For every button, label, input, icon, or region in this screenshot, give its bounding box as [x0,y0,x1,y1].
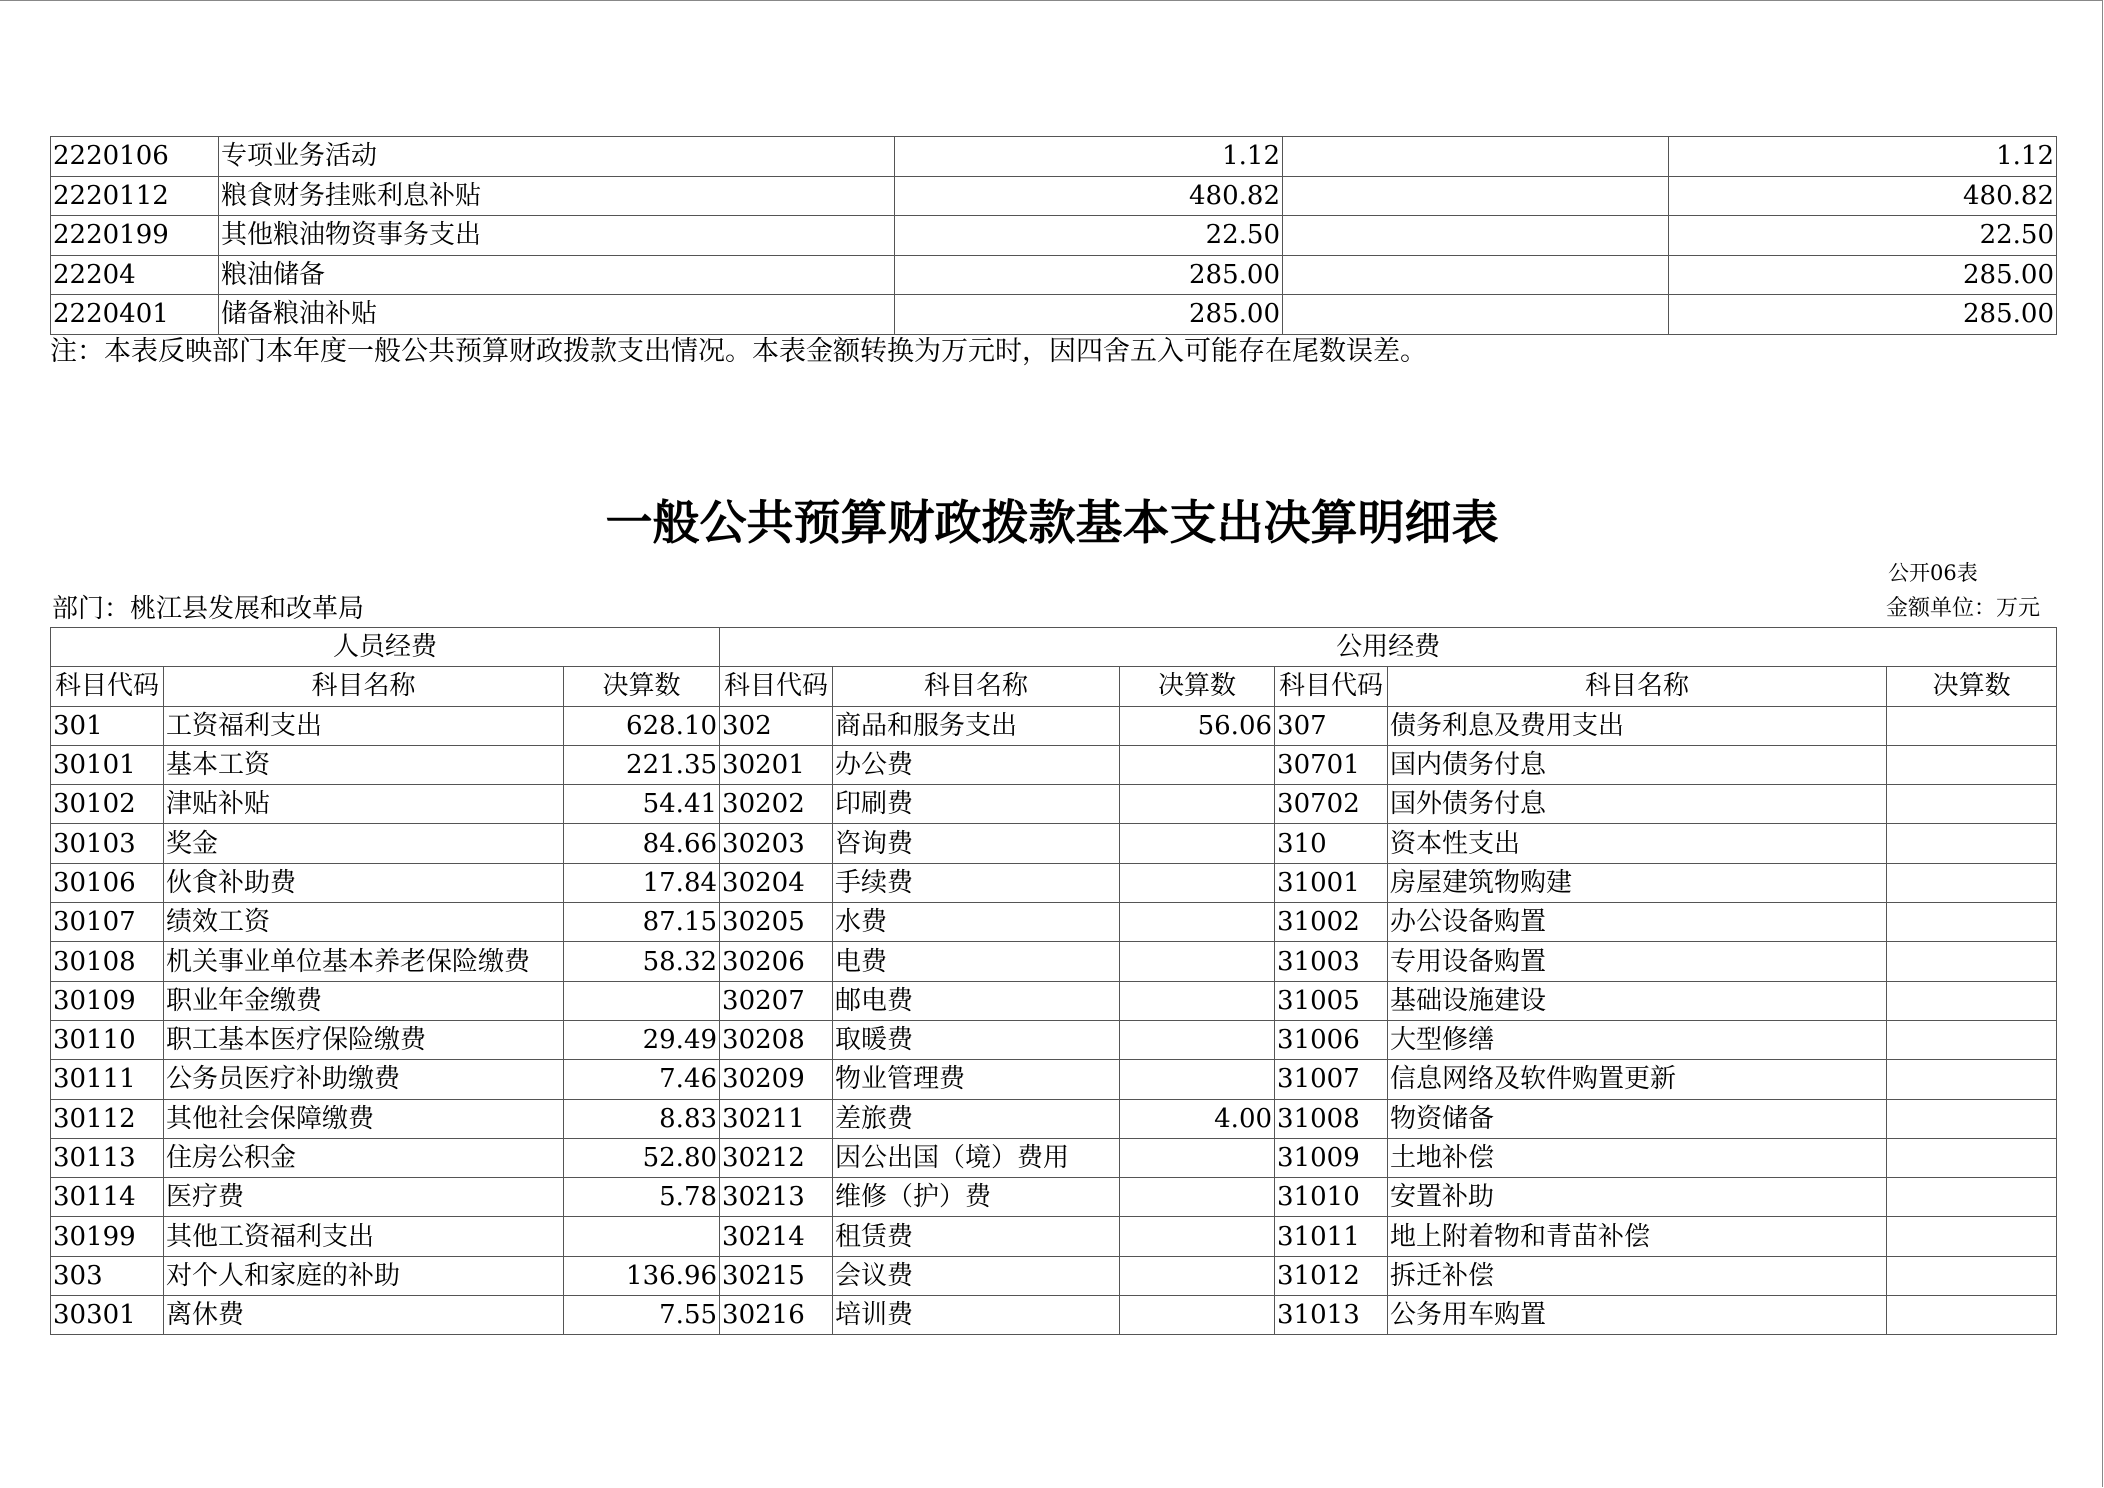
capital-name-cell: 公务用车购置 [1388,1296,1887,1335]
capital-amount-cell [1887,1217,2057,1256]
col-name-header: 科目名称 [833,667,1120,706]
table-row [51,1020,2057,1059]
capital-name-cell: 地上附着物和青苗补偿 [1388,1217,1887,1256]
personnel-amount-cell: 7.55 [564,1296,720,1335]
personnel-code-cell: 301 [51,706,164,745]
public-amount-cell [1120,785,1275,824]
personnel-code-cell: 30101 [51,745,164,784]
public-name-cell: 维修（护）费 [833,1178,1120,1217]
personnel-name-cell: 其他社会保障缴费 [164,1099,564,1138]
public-amount-cell: 4.00 [1120,1099,1275,1138]
public-amount-cell [1120,1256,1275,1295]
personnel-name-cell: 其他工资福利支出 [164,1217,564,1256]
amount-cell: 285.00 [895,295,1283,335]
public-name-cell: 邮电费 [833,981,1120,1020]
amount-cell: 285.00 [895,255,1283,295]
table-note: 注：本表反映部门本年度一般公共预算财政拨款支出情况。本表金额转换为万元时，因四舍五入可能存在尾数误差。 [50,336,1427,367]
personnel-code-cell: 30114 [51,1178,164,1217]
capital-amount-cell [1887,863,2057,902]
table-row [51,981,2057,1020]
table-row [51,706,2057,745]
public-code-cell: 30211 [720,1099,833,1138]
group-personnel-header: 人员经费 [51,628,720,667]
personnel-name-cell: 工资福利支出 [164,706,564,745]
personnel-code-cell: 303 [51,1256,164,1295]
table-row [51,942,2057,981]
amount-cell: 480.82 [895,176,1283,216]
table-row [51,176,2057,216]
capital-amount-cell [1887,1296,2057,1335]
group-header-row [51,628,2057,667]
subject-code-cell: 2220199 [51,216,219,256]
capital-code-cell: 31008 [1275,1099,1388,1138]
public-amount-cell [1120,981,1275,1020]
amount-cell [1283,216,1669,256]
capital-code-cell: 31001 [1275,863,1388,902]
personnel-name-cell: 医疗费 [164,1178,564,1217]
capital-name-cell: 基础设施建设 [1388,981,1887,1020]
amount-cell: 22.50 [895,216,1283,256]
capital-code-cell: 31003 [1275,942,1388,981]
col-name-header: 科目名称 [164,667,564,706]
public-code-cell: 302 [720,706,833,745]
table-row [51,1138,2057,1177]
page-title: 一般公共预算财政拨款基本支出决算明细表 [605,496,1499,551]
capital-amount-cell [1887,706,2057,745]
capital-code-cell: 31006 [1275,1020,1388,1059]
capital-name-cell: 专用设备购置 [1388,942,1887,981]
capital-name-cell: 大型修缮 [1388,1020,1887,1059]
capital-code-cell: 30701 [1275,745,1388,784]
public-amount-cell [1120,745,1275,784]
personnel-code-cell: 30106 [51,863,164,902]
public-code-cell: 30203 [720,824,833,863]
personnel-code-cell: 30109 [51,981,164,1020]
capital-code-cell: 31002 [1275,903,1388,942]
amount-cell: 285.00 [1669,255,2057,295]
table-row [51,863,2057,902]
capital-name-cell: 办公设备购置 [1388,903,1887,942]
personnel-name-cell: 职业年金缴费 [164,981,564,1020]
personnel-code-cell: 30102 [51,785,164,824]
capital-code-cell: 31009 [1275,1138,1388,1177]
table-row [51,216,2057,256]
subject-code-cell: 2220401 [51,295,219,335]
table-row [51,255,2057,295]
personnel-name-cell: 津贴补贴 [164,785,564,824]
amount-cell [1283,176,1669,216]
group-public-header: 公用经费 [720,628,2057,667]
capital-name-cell: 拆迁补偿 [1388,1256,1887,1295]
table-row [51,785,2057,824]
public-code-cell: 30215 [720,1256,833,1295]
public-code-cell: 30213 [720,1178,833,1217]
capital-code-cell: 310 [1275,824,1388,863]
table-row [51,1099,2057,1138]
personnel-amount-cell: 54.41 [564,785,720,824]
public-name-cell: 因公出国（境）费用 [833,1138,1120,1177]
personnel-code-cell: 30108 [51,942,164,981]
col-amount-header: 决算数 [564,667,720,706]
public-name-cell: 取暖费 [833,1020,1120,1059]
personnel-code-cell: 30113 [51,1138,164,1177]
table-row [51,824,2057,863]
personnel-code-cell: 30107 [51,903,164,942]
public-amount-cell [1120,1060,1275,1099]
amount-cell [1283,255,1669,295]
public-amount-cell [1120,1217,1275,1256]
subject-name-cell: 粮油储备 [219,255,895,295]
capital-amount-cell [1887,1060,2057,1099]
personnel-name-cell: 伙食补助费 [164,863,564,902]
public-name-cell: 物业管理费 [833,1060,1120,1099]
table-row [51,295,2057,335]
public-amount-cell [1120,1178,1275,1217]
public-code-cell: 30212 [720,1138,833,1177]
personnel-amount-cell: 5.78 [564,1178,720,1217]
table-row [51,1296,2057,1335]
public-amount-cell [1120,1138,1275,1177]
public-name-cell: 水费 [833,903,1120,942]
capital-name-cell: 安置补助 [1388,1178,1887,1217]
public-amount-cell [1120,1020,1275,1059]
public-code-cell: 30201 [720,745,833,784]
capital-code-cell: 31005 [1275,981,1388,1020]
personnel-code-cell: 30103 [51,824,164,863]
public-amount-cell [1120,942,1275,981]
subject-name-cell: 其他粮油物资事务支出 [219,216,895,256]
capital-amount-cell [1887,824,2057,863]
subject-name-cell: 储备粮油补贴 [219,295,895,335]
personnel-amount-cell: 17.84 [564,863,720,902]
capital-amount-cell [1887,981,2057,1020]
table-row [51,1178,2057,1217]
personnel-amount-cell: 8.83 [564,1099,720,1138]
amount-cell [1283,295,1669,335]
personnel-name-cell: 公务员医疗补助缴费 [164,1060,564,1099]
personnel-code-cell: 30301 [51,1296,164,1335]
public-name-cell: 差旅费 [833,1099,1120,1138]
public-code-cell: 30205 [720,903,833,942]
capital-code-cell: 307 [1275,706,1388,745]
column-header-row [51,667,2057,706]
capital-code-cell: 30702 [1275,785,1388,824]
capital-amount-cell [1887,903,2057,942]
capital-name-cell: 资本性支出 [1388,824,1887,863]
personnel-amount-cell [564,981,720,1020]
capital-amount-cell [1887,1020,2057,1059]
public-code-cell: 30216 [720,1296,833,1335]
personnel-amount-cell: 628.10 [564,706,720,745]
col-code-header: 科目代码 [720,667,833,706]
subject-code-cell: 2220112 [51,176,219,216]
personnel-name-cell: 奖金 [164,824,564,863]
capital-amount-cell [1887,942,2057,981]
table-row [51,137,2057,177]
public-name-cell: 办公费 [833,745,1120,784]
personnel-name-cell: 离休费 [164,1296,564,1335]
personnel-amount-cell [564,1217,720,1256]
form-id: 公开06表 [1888,561,1978,585]
public-amount-cell [1120,824,1275,863]
public-code-cell: 30204 [720,863,833,902]
subject-name-cell: 粮食财务挂账利息补贴 [219,176,895,216]
col-code-header: 科目代码 [51,667,164,706]
capital-amount-cell [1887,1256,2057,1295]
public-name-cell: 手续费 [833,863,1120,902]
capital-code-cell: 31011 [1275,1217,1388,1256]
capital-name-cell: 信息网络及软件购置更新 [1388,1060,1887,1099]
public-code-cell: 30206 [720,942,833,981]
amount-unit-label: 金额单位：万元 [1886,596,2041,621]
capital-name-cell: 物资储备 [1388,1099,1887,1138]
public-code-cell: 30207 [720,981,833,1020]
personnel-amount-cell: 7.46 [564,1060,720,1099]
table-row [51,1217,2057,1256]
col-amount-header: 决算数 [1120,667,1275,706]
personnel-amount-cell: 58.32 [564,942,720,981]
personnel-name-cell: 绩效工资 [164,903,564,942]
capital-code-cell: 31010 [1275,1178,1388,1217]
col-name-header: 科目名称 [1388,667,1887,706]
amount-cell: 480.82 [1669,176,2057,216]
amount-cell: 22.50 [1669,216,2057,256]
personnel-code-cell: 30110 [51,1020,164,1059]
personnel-name-cell: 机关事业单位基本养老保险缴费 [164,942,564,981]
public-code-cell: 30209 [720,1060,833,1099]
amount-cell: 285.00 [1669,295,2057,335]
table-row [51,1256,2057,1295]
personnel-code-cell: 30112 [51,1099,164,1138]
capital-amount-cell [1887,1099,2057,1138]
table-row [51,745,2057,784]
capital-amount-cell [1887,1138,2057,1177]
capital-amount-cell [1887,745,2057,784]
personnel-code-cell: 30111 [51,1060,164,1099]
col-code-header: 科目代码 [1275,667,1388,706]
personnel-amount-cell: 29.49 [564,1020,720,1059]
public-name-cell: 电费 [833,942,1120,981]
public-amount-cell [1120,903,1275,942]
personnel-name-cell: 职工基本医疗保险缴费 [164,1020,564,1059]
personnel-name-cell: 对个人和家庭的补助 [164,1256,564,1295]
subject-name-cell: 专项业务活动 [219,137,895,177]
capital-name-cell: 债务利息及费用支出 [1388,706,1887,745]
top-expenditure-table [50,136,2057,335]
public-name-cell: 咨询费 [833,824,1120,863]
capital-amount-cell [1887,785,2057,824]
amount-cell [1283,137,1669,177]
personnel-name-cell: 住房公积金 [164,1138,564,1177]
capital-name-cell: 房屋建筑物购建 [1388,863,1887,902]
amount-cell: 1.12 [895,137,1283,177]
capital-code-cell: 31007 [1275,1060,1388,1099]
public-name-cell: 培训费 [833,1296,1120,1335]
subject-code-cell: 2220106 [51,137,219,177]
personnel-amount-cell: 136.96 [564,1256,720,1295]
capital-code-cell: 31012 [1275,1256,1388,1295]
public-amount-cell: 56.06 [1120,706,1275,745]
subject-code-cell: 22204 [51,255,219,295]
capital-name-cell: 国内债务付息 [1388,745,1887,784]
table-row [51,1060,2057,1099]
public-name-cell: 印刷费 [833,785,1120,824]
capital-amount-cell [1887,1178,2057,1217]
public-code-cell: 30202 [720,785,833,824]
public-code-cell: 30214 [720,1217,833,1256]
personnel-amount-cell: 221.35 [564,745,720,784]
public-code-cell: 30208 [720,1020,833,1059]
table-row [51,903,2057,942]
personnel-name-cell: 基本工资 [164,745,564,784]
personnel-amount-cell: 87.15 [564,903,720,942]
personnel-amount-cell: 84.66 [564,824,720,863]
capital-name-cell: 国外债务付息 [1388,785,1887,824]
personnel-amount-cell: 52.80 [564,1138,720,1177]
public-name-cell: 商品和服务支出 [833,706,1120,745]
capital-name-cell: 土地补偿 [1388,1138,1887,1177]
basic-expenditure-detail-table [50,627,2057,1335]
amount-cell: 1.12 [1669,137,2057,177]
col-amount-header: 决算数 [1887,667,2057,706]
public-name-cell: 租赁费 [833,1217,1120,1256]
capital-code-cell: 31013 [1275,1296,1388,1335]
department-label: 部门：桃江县发展和改革局 [52,594,365,624]
public-name-cell: 会议费 [833,1256,1120,1295]
personnel-code-cell: 30199 [51,1217,164,1256]
public-amount-cell [1120,1296,1275,1335]
public-amount-cell [1120,863,1275,902]
